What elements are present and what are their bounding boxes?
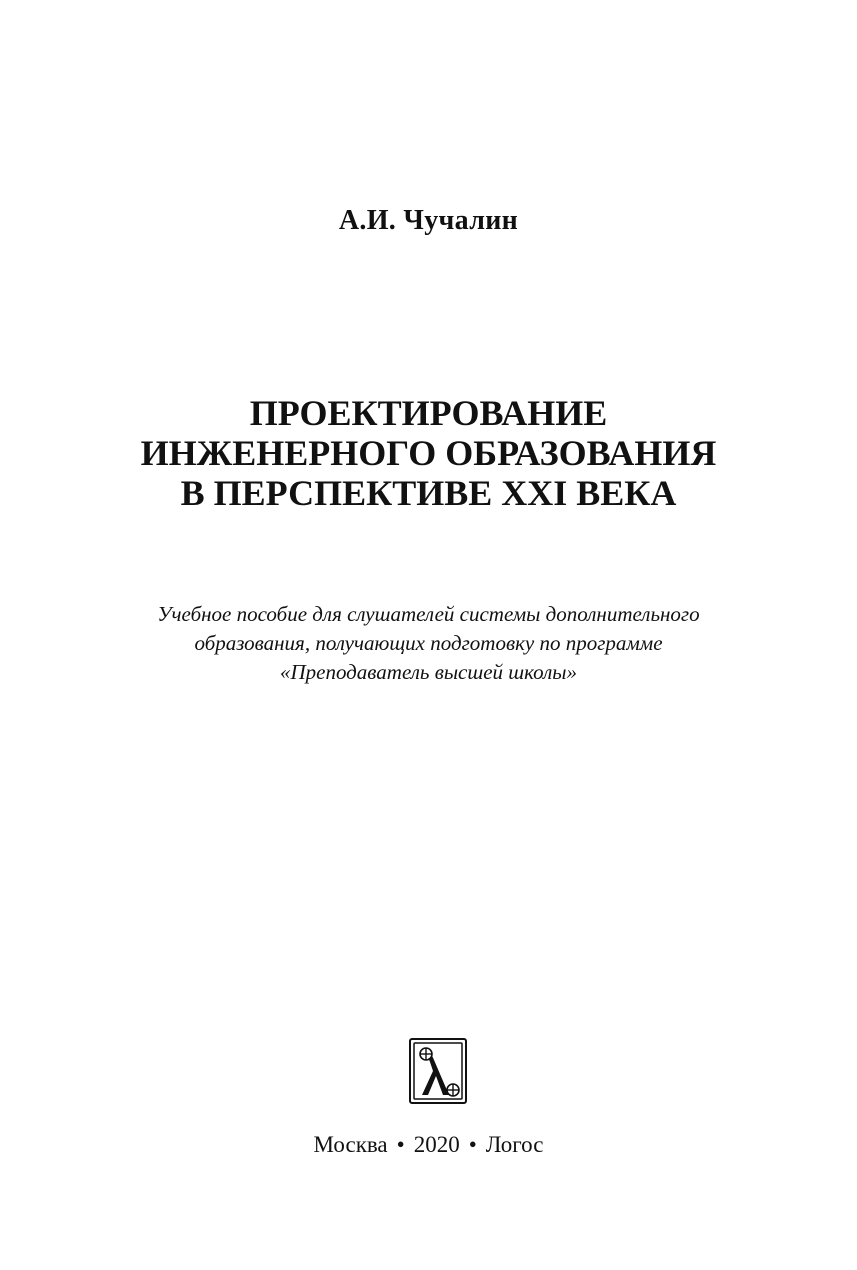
book-title	[0, 393, 857, 513]
publisher-logo-icon	[409, 1038, 467, 1104]
imprint-separator: •	[468, 1132, 477, 1157]
imprint-separator: •	[396, 1132, 405, 1157]
book-subtitle	[0, 600, 857, 687]
imprint-year: 2020	[413, 1132, 460, 1157]
book-title-line-1: ПРОЕКТИРОВАНИЕ	[249, 393, 608, 433]
book-title-line-2: ИНЖЕНЕРНОГО ОБРАЗОВАНИЯ	[140, 433, 717, 473]
imprint	[0, 1132, 857, 1158]
book-title-line-3: В ПЕРСПЕКТИВЕ XXI ВЕКА	[180, 473, 677, 513]
imprint-publisher: Логос	[485, 1132, 544, 1157]
book-subtitle-line-1: Учебное пособие для слушателей системы дополнительного	[157, 602, 700, 626]
book-subtitle-line-3: «Преподаватель высшей школы»	[279, 660, 578, 684]
book-subtitle-line-2: образования, получающих подготовку по программе	[194, 631, 663, 655]
author-name: А.И. Чучалин	[338, 205, 519, 236]
imprint-city: Москва	[313, 1132, 388, 1157]
